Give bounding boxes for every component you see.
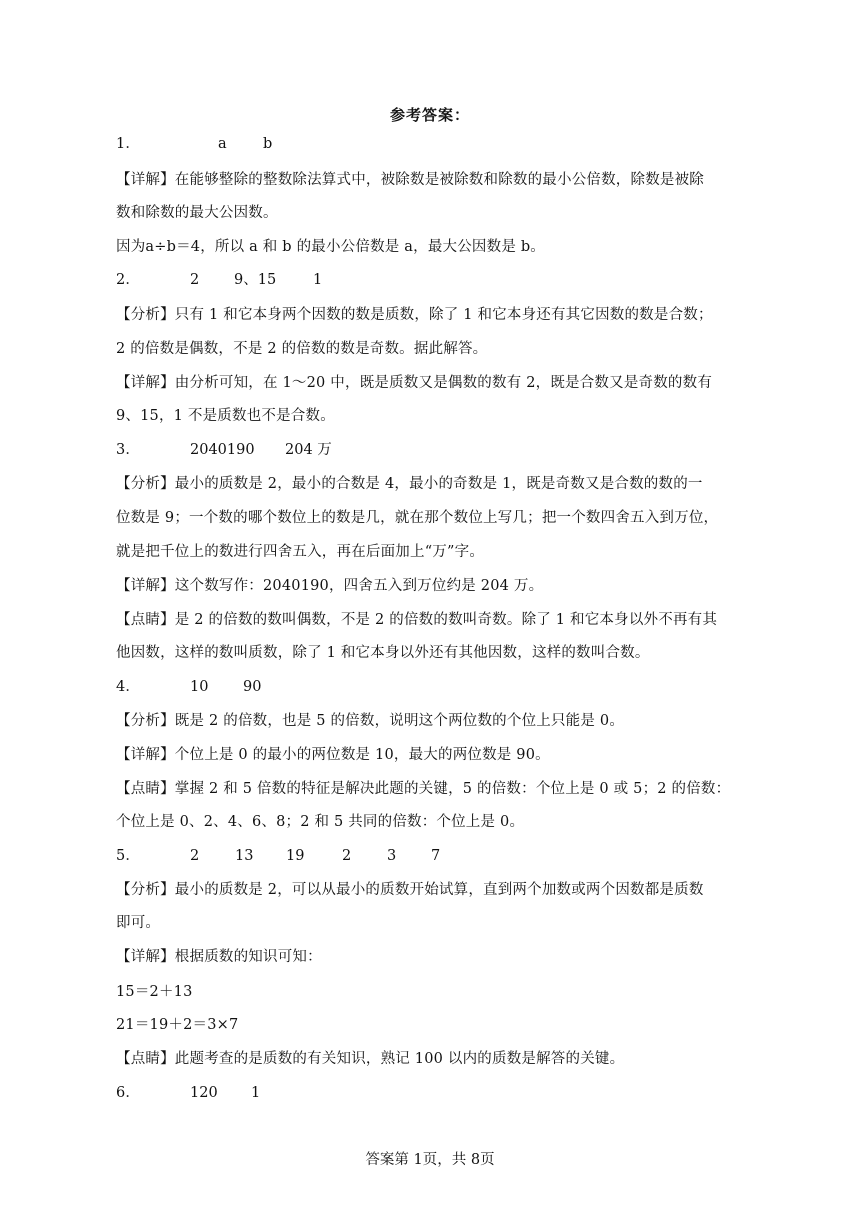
q2-detail-line: 【详解】由分析可知，在 1～20 中，既是质数又是偶数的数有 2，既是合数又是奇数的数有 — [116, 375, 713, 391]
page-title: 参考答案： — [389, 106, 470, 124]
q4-comment-line: 个位上是 0、2、4、6、8；2 和 5 共同的倍数：个位上是 0。 — [116, 814, 525, 830]
q2-answer-2: 9、15 — [234, 272, 277, 288]
q5-equation: 21＝19＋2＝3×7 — [116, 1017, 239, 1033]
q4-comment-line: 【点睛】掌握 2 和 5 倍数的特征是解决此题的关键，5 的倍数：个位上是 0 或 5；2 的倍数： — [116, 781, 731, 797]
q5-answer-5: 3 — [387, 848, 397, 864]
q1-number: 1． — [116, 136, 141, 152]
q3-analysis-line: 位数是 9；一个数的哪个数位上的数是几，就在那个数位上写几；把一个数四舍五入到万位， — [116, 510, 719, 526]
q3-comment-line: 【点睛】是 2 的倍数的数叫偶数，不是 2 的倍数的数叫奇数。除了 1 和它本身以外不再有其 — [116, 612, 718, 628]
q5-answer-2: 13 — [235, 848, 254, 864]
q2-analysis-line: 2 的倍数是偶数，不是 2 的倍数的数是奇数。据此解答。 — [116, 341, 488, 357]
q6-answer-2: 1 — [251, 1085, 261, 1101]
q5-answer-4: 2 — [342, 848, 352, 864]
q1-answer-1: a — [218, 136, 227, 152]
q2-answer-1: 2 — [190, 272, 200, 288]
q1-detail-line: 【详解】在能够整除的整数除法算式中，被除数是被除数和除数的最小公倍数，除数是被除 — [116, 172, 704, 188]
q4-row — [116, 677, 746, 697]
q5-number: 5． — [116, 848, 141, 864]
q4-answer-2: 90 — [243, 679, 262, 695]
q1-detail-line: 数和除数的最大公因数。 — [116, 205, 278, 221]
q6-number: 6． — [116, 1085, 141, 1101]
q2-answer-3: 1 — [313, 272, 323, 288]
q4-answer-1: 10 — [190, 679, 209, 695]
q1-row — [116, 134, 746, 154]
q2-detail-line: 9、15，1 不是质数也不是合数。 — [116, 408, 335, 424]
q6-answer-1: 120 — [190, 1085, 218, 1101]
q3-answer-1: 2040190 — [190, 442, 255, 458]
q3-analysis-line: 【分析】最小的质数是 2，最小的合数是 4，最小的奇数是 1，既是奇数又是合数的数的一 — [116, 476, 703, 492]
q1-detail-line: 因为a÷b＝4，所以 a 和 b 的最小公倍数是 a，最大公因数是 b。 — [116, 239, 546, 255]
q5-analysis-line: 【分析】最小的质数是 2，可以从最小的质数开始试算，直到两个加数或两个因数都是质数 — [116, 882, 704, 898]
q5-comment-line: 【点睛】此题考查的是质数的有关知识，熟记 100 以内的质数是解答的关键。 — [116, 1051, 625, 1067]
q1-answer-2: b — [263, 136, 273, 152]
q5-analysis-line: 即可。 — [116, 915, 161, 931]
q3-number: 3． — [116, 442, 141, 458]
q5-answer-3: 19 — [286, 848, 305, 864]
q3-answer-2: 204 万 — [285, 442, 332, 458]
q4-number: 4． — [116, 679, 141, 695]
q3-analysis-line: 就是把千位上的数进行四舍五入，再在后面加上“万”字。 — [116, 544, 485, 560]
q4-detail-line: 【详解】个位上是 0 的最小的两位数是 10，最大的两位数是 90。 — [116, 747, 550, 763]
q3-comment-line: 他因数，这样的数叫质数，除了 1 和它本身以外还有其他因数，这样的数叫合数。 — [116, 645, 650, 661]
q2-analysis-line: 【分析】只有 1 和它本身两个因数的数是质数，除了 1 和它本身还有其它因数的数是合数； — [116, 307, 713, 323]
q5-equation: 15＝2＋13 — [116, 984, 193, 1000]
page-footer: 答案第 1页，共 8页 — [365, 1152, 495, 1168]
q5-answer-6: 7 — [431, 848, 441, 864]
q2-number: 2． — [116, 272, 141, 288]
q2-row — [116, 270, 746, 290]
q5-detail-line: 【详解】根据质数的知识可知： — [116, 949, 322, 965]
q5-answer-1: 2 — [190, 848, 200, 864]
q3-detail-line: 【详解】这个数写作：2040190，四舍五入到万位约是 204 万。 — [116, 578, 544, 594]
q4-analysis-line: 【分析】既是 2 的倍数，也是 5 的倍数，说明这个两位数的个位上只能是 0。 — [116, 713, 625, 729]
